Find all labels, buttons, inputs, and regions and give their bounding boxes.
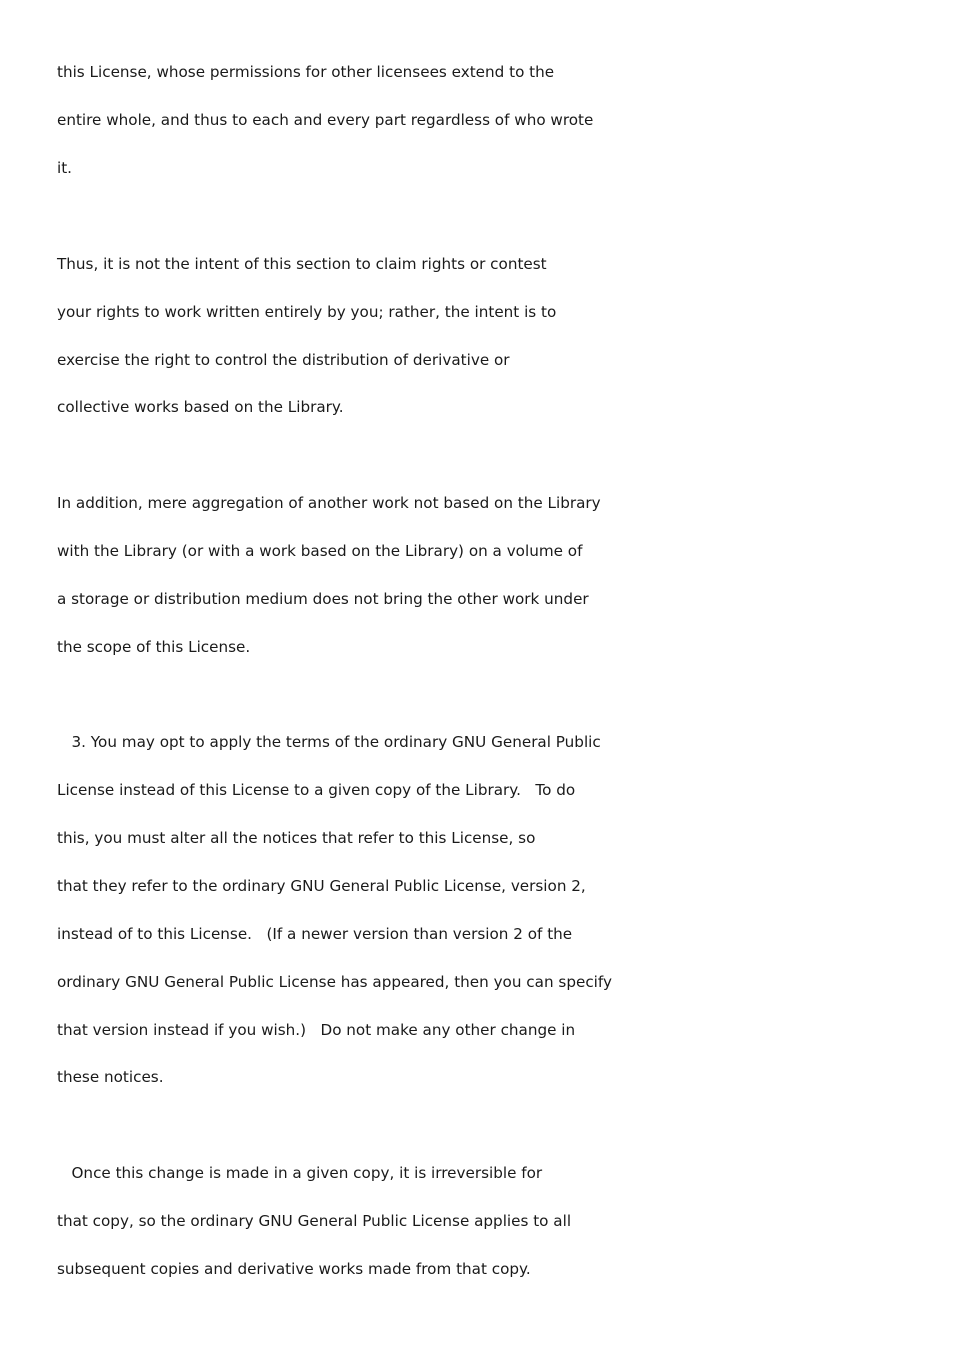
text-line: with the Library (or with a work based on the Library) on a volume of xyxy=(57,542,583,560)
text-line: these notices. xyxy=(57,1068,164,1086)
text-line: subsequent copies and derivative works made from that copy. xyxy=(57,1260,531,1278)
text-line: entire whole, and thus to each and every part regardless of who wrote xyxy=(57,111,594,129)
text-line: License instead of this License to a given copy of the Library. To do xyxy=(57,781,576,799)
text-line: 3. You may opt to apply the terms of the ordinary GNU General Public xyxy=(57,733,601,751)
text-line: that version instead if you wish.) Do not make any other change in xyxy=(57,1021,576,1039)
text-line: a storage or distribution medium does not bring the other work under xyxy=(57,590,589,608)
text-line: that copy, so the ordinary GNU General Public License applies to all xyxy=(57,1212,572,1230)
text-line: that they refer to the ordinary GNU General Public License, version 2, xyxy=(57,877,586,895)
text-line: your rights to work written entirely by you; rather, the intent is to xyxy=(57,303,557,321)
text-line: In addition, mere aggregation of another work not based on the Library xyxy=(57,494,601,512)
text-line: this, you must alter all the notices that refer to this License, so xyxy=(57,829,536,847)
text-line: instead of to this License. (If a newer version than version 2 of the xyxy=(57,925,573,943)
text-line: collective works based on the Library. xyxy=(57,398,344,416)
text-line: Thus, it is not the intent of this section to claim rights or contest xyxy=(57,255,547,273)
document-page xyxy=(57,0,937,1350)
text-line: Once this change is made in a given copy, it is irreversible for xyxy=(57,1164,543,1182)
text-line: ordinary GNU General Public License has appeared, then you can specify xyxy=(57,973,612,991)
text-line: the scope of this License. xyxy=(57,638,251,656)
text-line: it. xyxy=(57,159,73,177)
text-line: this License, whose permissions for other licensees extend to the xyxy=(57,63,555,81)
text-line: exercise the right to control the distribution of derivative or xyxy=(57,351,510,369)
